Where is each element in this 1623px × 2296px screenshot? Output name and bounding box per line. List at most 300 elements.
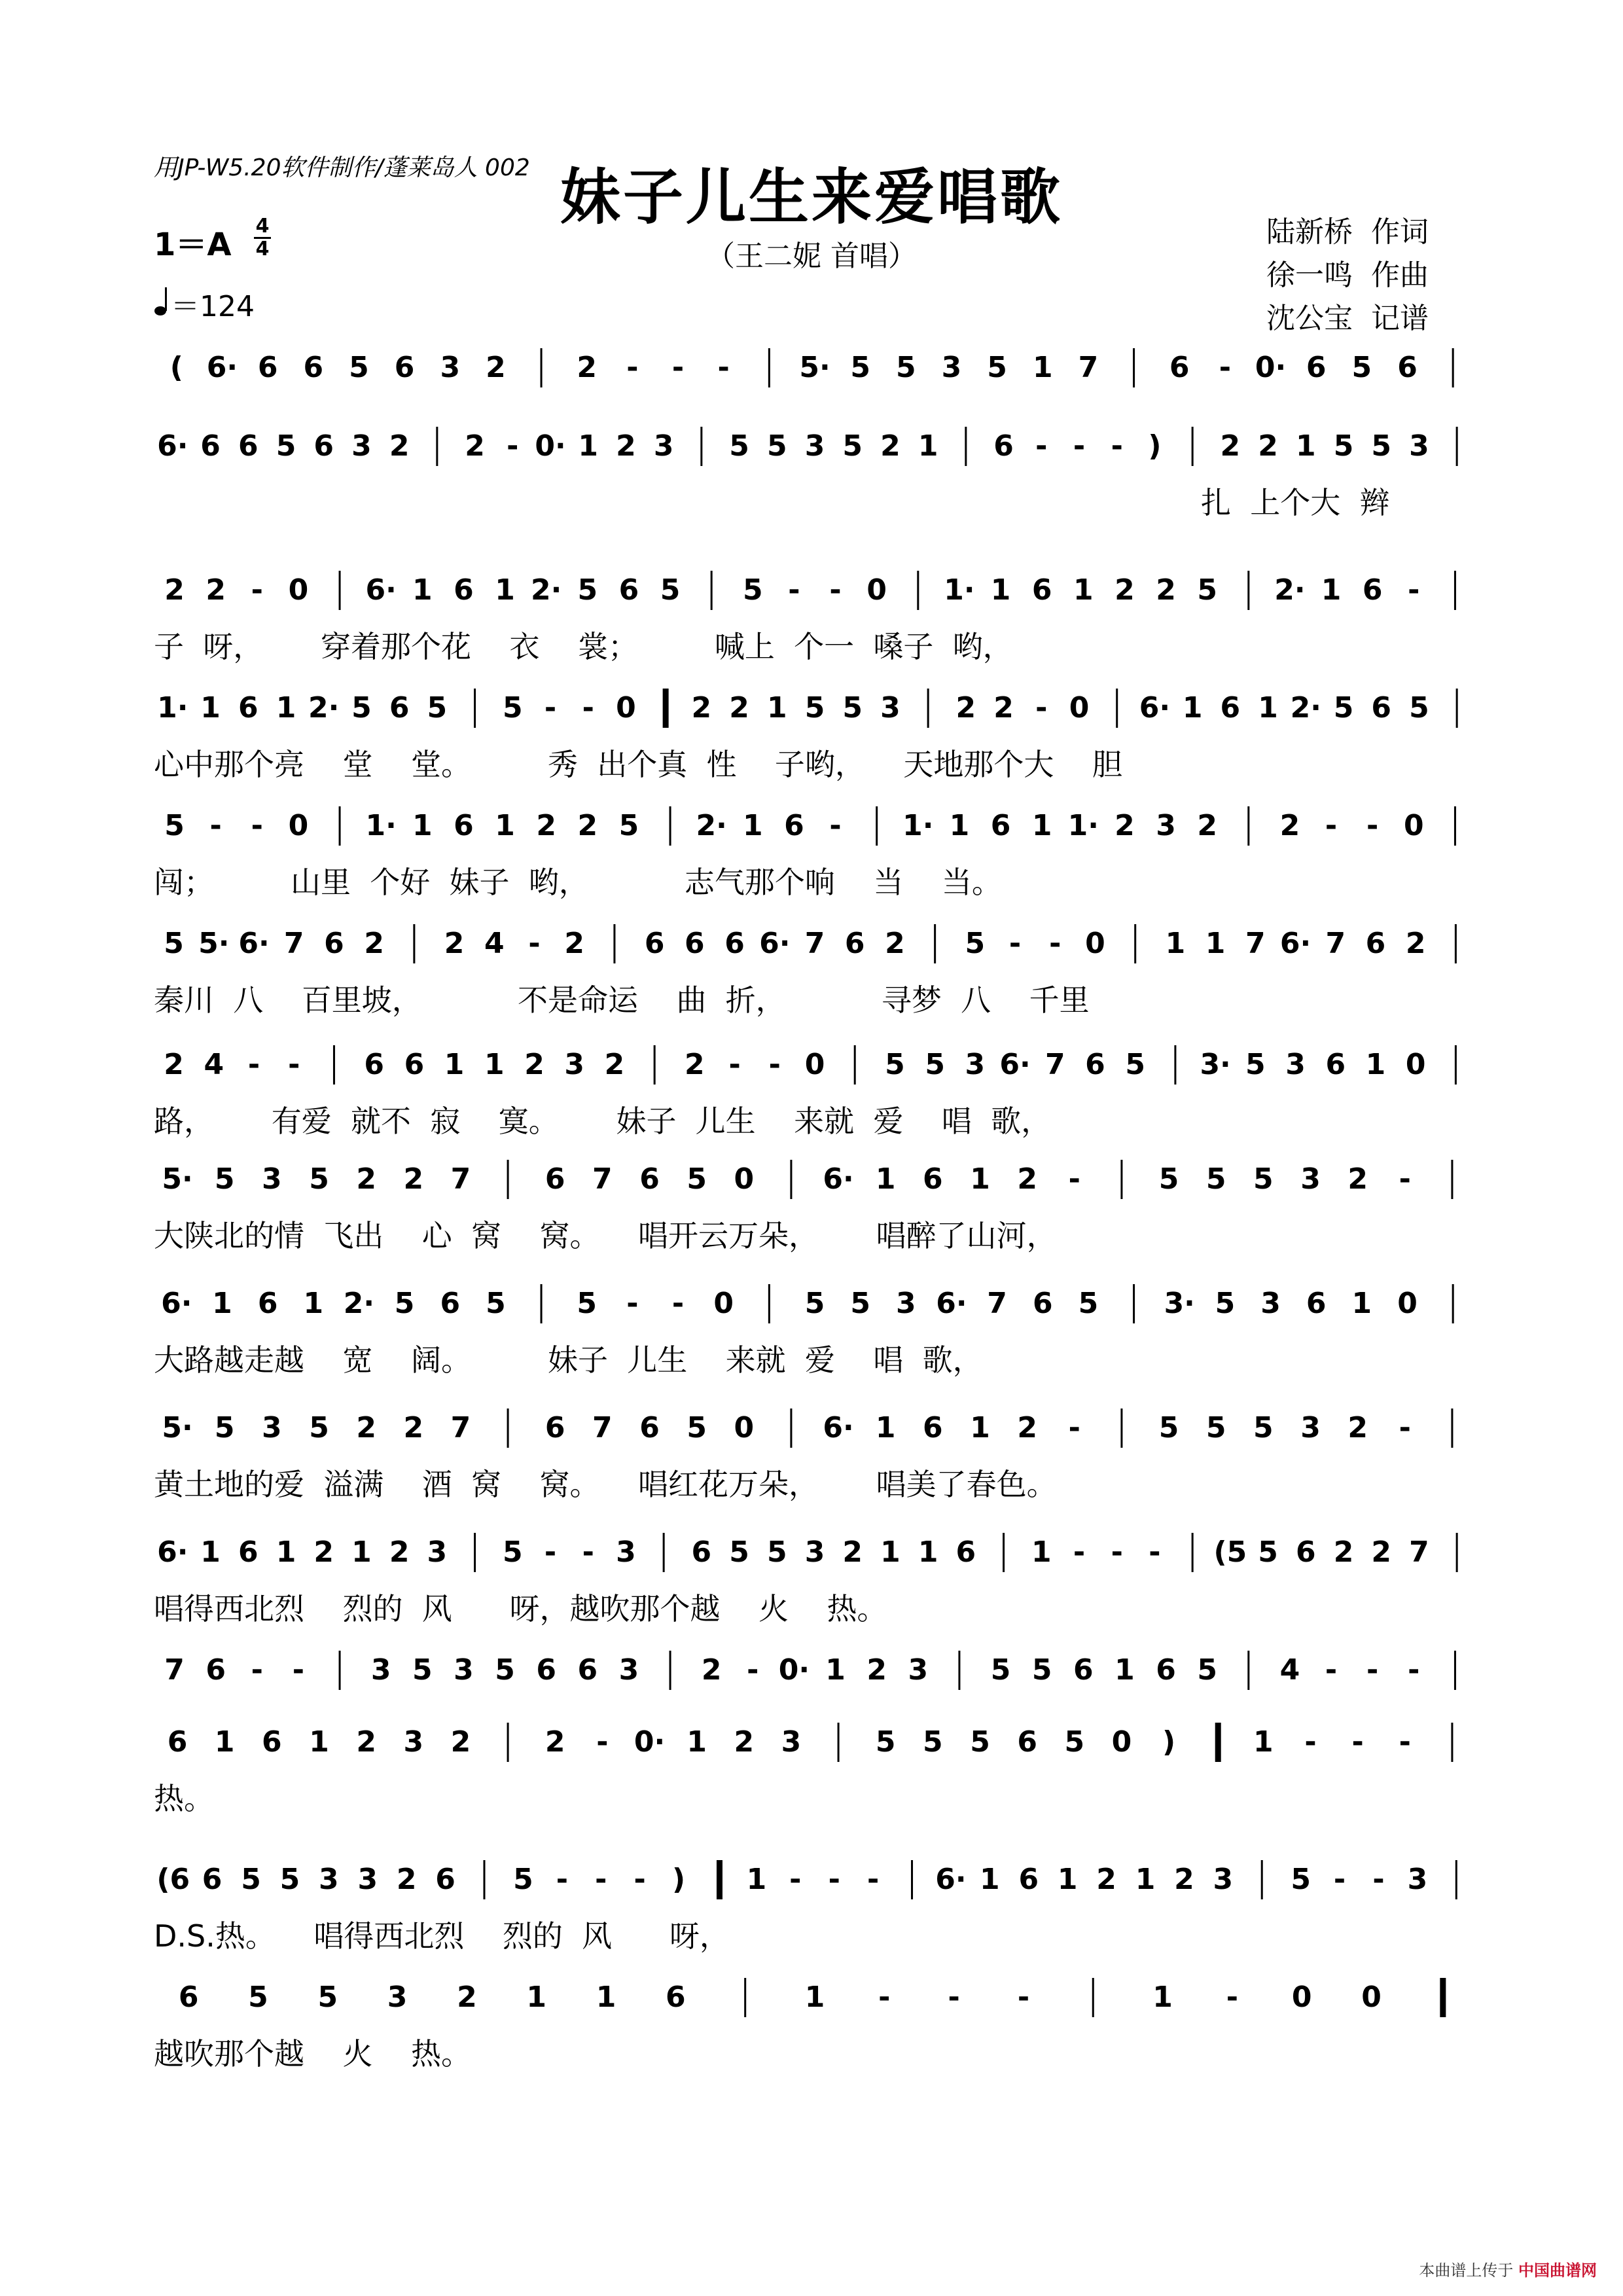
- lyric-line: 子 呀， 穿着那个花 衣 裳； 喊上 个一 嗓子 哟，: [154, 629, 1013, 664]
- note: 1: [990, 573, 1011, 607]
- barline: [507, 1160, 509, 1199]
- note: -: [1049, 927, 1061, 960]
- notation-row: [154, 419, 1476, 471]
- note: 2: [164, 573, 185, 607]
- note: 1: [918, 1535, 938, 1569]
- barline: [1116, 689, 1118, 728]
- note: 3: [357, 1863, 378, 1896]
- note: 5: [895, 351, 916, 384]
- note: 0: [866, 573, 887, 607]
- barline: [854, 1045, 856, 1085]
- note: -: [1073, 1535, 1086, 1569]
- note: -: [1035, 429, 1048, 463]
- note: -: [1408, 1653, 1420, 1687]
- note: -: [1366, 1653, 1379, 1687]
- note: ): [1148, 429, 1162, 463]
- note: 2·: [1290, 691, 1321, 725]
- note: 6: [618, 573, 639, 607]
- note: 3: [370, 1653, 391, 1687]
- note: 5: [164, 809, 185, 842]
- note: 5: [1064, 1725, 1085, 1759]
- note: 6·: [157, 1535, 188, 1569]
- notation-row: [154, 1401, 1476, 1453]
- note: 6: [1220, 691, 1241, 725]
- note: 3: [804, 1535, 825, 1569]
- score-line-7: [154, 1037, 1476, 1142]
- note: -: [717, 351, 730, 384]
- note: 1: [1152, 1981, 1173, 2014]
- note: 1: [1258, 691, 1278, 725]
- note: 0: [804, 1048, 825, 1081]
- note: 1: [276, 1535, 296, 1569]
- note: 2: [1347, 1162, 1368, 1196]
- note: 3: [781, 1725, 802, 1759]
- note: 3: [1213, 1863, 1234, 1896]
- note: 1: [970, 1162, 990, 1196]
- notation-row: [154, 1525, 1476, 1577]
- note: 4: [204, 1048, 224, 1081]
- note: 1: [1165, 927, 1186, 960]
- note: -: [1325, 809, 1338, 842]
- note: 5: [660, 573, 681, 607]
- note: 2: [364, 927, 384, 960]
- note: (5: [1213, 1535, 1247, 1569]
- note: 1: [1295, 429, 1316, 463]
- note: 3: [319, 1863, 339, 1896]
- barline: [1134, 924, 1136, 963]
- notation-row: [154, 340, 1476, 393]
- note: 1: [495, 573, 515, 607]
- barline: [339, 1651, 341, 1690]
- note: 5: [1291, 1863, 1311, 1896]
- note: 1: [214, 1725, 235, 1759]
- note: 3: [387, 1981, 408, 2014]
- notation-row: [154, 1643, 1476, 1695]
- note: 2: [1220, 429, 1241, 463]
- note: 6: [1362, 573, 1383, 607]
- note: 0: [1405, 1048, 1426, 1081]
- note: 5: [1215, 1287, 1236, 1320]
- note: 1: [1351, 1287, 1372, 1320]
- note: 6: [639, 1162, 660, 1196]
- score-line-10: [154, 1401, 1476, 1505]
- note: 5: [925, 1048, 945, 1081]
- note: 1: [495, 809, 515, 842]
- barline: [1454, 571, 1456, 610]
- note: -: [671, 351, 685, 384]
- note: -: [507, 429, 519, 463]
- note: 5: [1205, 1411, 1226, 1444]
- note: 6: [202, 1863, 223, 1896]
- note: 0: [1397, 1287, 1418, 1320]
- note: 5: [1253, 1162, 1274, 1196]
- note: 5: [987, 351, 1007, 384]
- note: 5: [309, 1162, 329, 1196]
- note: 6: [1018, 1863, 1039, 1896]
- tempo-marking: [154, 283, 255, 325]
- note: 6·: [161, 1287, 192, 1320]
- note: 2·: [531, 573, 562, 607]
- barline: [917, 571, 919, 610]
- note: 0: [1361, 1981, 1382, 2014]
- note: 1: [596, 1981, 616, 2014]
- note: -: [788, 573, 800, 607]
- barline: [507, 1723, 509, 1762]
- note: -: [544, 691, 557, 725]
- note: 5: [351, 691, 372, 725]
- note: 1·: [157, 691, 188, 725]
- note: 1: [875, 1162, 896, 1196]
- note: 5: [687, 1162, 707, 1196]
- note: 2: [457, 1981, 477, 2014]
- note: 3: [895, 1287, 916, 1320]
- note: 2: [1096, 1863, 1116, 1896]
- note: 5: [309, 1411, 329, 1444]
- note: 6·: [935, 1863, 967, 1896]
- note: -: [1017, 1981, 1030, 2014]
- note: 1: [1205, 927, 1226, 960]
- note: 6: [200, 429, 221, 463]
- note: 6·: [936, 1287, 967, 1320]
- note: -: [288, 1048, 300, 1081]
- note: 2: [842, 1535, 863, 1569]
- barline: [669, 1651, 671, 1690]
- note: 6: [440, 1287, 461, 1320]
- barline: [1451, 1160, 1453, 1199]
- note: 3·: [1164, 1287, 1195, 1320]
- lyric-line: 热。: [154, 1781, 214, 1816]
- note: -: [595, 1863, 607, 1896]
- note: 6: [394, 351, 415, 384]
- note: 6: [955, 1535, 976, 1569]
- note: 2: [465, 429, 485, 463]
- note: 3: [653, 429, 674, 463]
- score-line-8: [154, 1152, 1476, 1257]
- note: -: [528, 927, 541, 960]
- score-line-15: [154, 1970, 1476, 2075]
- barline: [1456, 1533, 1458, 1572]
- note: 7: [1325, 927, 1346, 960]
- note: 1·: [1067, 809, 1099, 842]
- notation-row: [154, 1037, 1476, 1090]
- note: 2: [880, 429, 901, 463]
- barline: [541, 1284, 543, 1323]
- note: 7: [592, 1411, 613, 1444]
- lyric-line: D.S.热。 唱得西北烈 烈的 风 呀，: [154, 1918, 730, 1954]
- note: 1: [804, 1981, 825, 2014]
- note: 3: [1260, 1287, 1281, 1320]
- composer-credit: 徐一鸣 作曲: [1266, 259, 1429, 292]
- note: 1·: [902, 809, 934, 842]
- note: 6: [1031, 573, 1052, 607]
- note: 1: [1135, 1863, 1156, 1896]
- barline: [1215, 1723, 1221, 1762]
- note: -: [626, 1287, 639, 1320]
- note: 5: [842, 429, 863, 463]
- note: 0: [288, 809, 309, 842]
- note: 3: [403, 1725, 424, 1759]
- note: 1: [1365, 1048, 1386, 1081]
- note: 6: [313, 429, 334, 463]
- note: -: [1399, 1725, 1411, 1759]
- score-line-2: [154, 419, 1476, 524]
- note: -: [768, 1048, 781, 1081]
- note: 1: [743, 809, 763, 842]
- barline: [1451, 1723, 1453, 1762]
- note: 6: [1371, 691, 1392, 725]
- note: -: [251, 809, 263, 842]
- note: 1: [276, 691, 296, 725]
- barline: [1247, 806, 1249, 846]
- barline: [333, 1045, 335, 1085]
- note: 7: [804, 927, 825, 960]
- note: 6·: [157, 429, 188, 463]
- barline: [613, 924, 615, 963]
- note: 6: [178, 1981, 199, 2014]
- lyric-line: 扎 上个大 辫: [1201, 485, 1390, 520]
- note: 0·: [633, 1725, 666, 1759]
- note: 5: [1351, 351, 1372, 384]
- score-line-13: [154, 1715, 1476, 1820]
- note: -: [948, 1981, 960, 2014]
- note: 6·: [759, 927, 791, 960]
- note: 3: [262, 1162, 282, 1196]
- note: 6·: [365, 573, 397, 607]
- note: 7: [1409, 1535, 1429, 1569]
- note: 6·: [823, 1162, 854, 1196]
- barline: [1133, 1284, 1135, 1323]
- note: -: [626, 351, 639, 384]
- note: 3·: [1200, 1048, 1231, 1081]
- note: 6: [844, 927, 865, 960]
- note: -: [671, 1287, 685, 1320]
- note: 3: [262, 1411, 282, 1444]
- note: 5: [1333, 429, 1354, 463]
- barline: [876, 806, 878, 846]
- note: 2·: [308, 691, 340, 725]
- note: 5: [349, 351, 369, 384]
- note: -: [209, 809, 222, 842]
- note: 2: [444, 927, 465, 960]
- note: 5: [1333, 691, 1354, 725]
- note: 0·: [778, 1653, 810, 1687]
- note: 6: [1073, 1653, 1094, 1687]
- note: 5: [990, 1653, 1011, 1687]
- note: 2: [1197, 809, 1217, 842]
- note: 1: [1321, 573, 1342, 607]
- note: 2: [1279, 809, 1300, 842]
- note: 6: [257, 351, 278, 384]
- quarter-note-icon: [154, 286, 171, 316]
- note: -: [582, 1535, 594, 1569]
- note: 1: [1115, 1653, 1135, 1687]
- note: 2: [450, 1725, 471, 1759]
- note: 6·: [823, 1411, 854, 1444]
- note: 1: [1253, 1725, 1274, 1759]
- note: 2·: [1274, 573, 1306, 607]
- note: 1: [351, 1535, 372, 1569]
- barline: [1454, 1651, 1456, 1690]
- note: 6: [454, 809, 474, 842]
- note: 1: [1031, 1535, 1052, 1569]
- note: 5: [729, 1535, 749, 1569]
- note: 3: [1285, 1048, 1306, 1081]
- note: 6: [1085, 1048, 1105, 1081]
- barline: [958, 1651, 960, 1690]
- score-line-9: [154, 1276, 1476, 1381]
- note: 3: [1407, 1863, 1428, 1896]
- note: 2: [164, 1048, 184, 1081]
- note: 6·: [206, 351, 238, 384]
- note: 6: [389, 691, 410, 725]
- note: -: [1226, 1981, 1239, 2014]
- note: 5: [412, 1653, 433, 1687]
- note: 5: [577, 1287, 597, 1320]
- note: 5: [885, 1048, 905, 1081]
- note: 5: [1031, 1653, 1052, 1687]
- note: 5: [513, 1863, 533, 1896]
- note: 1: [687, 1725, 707, 1759]
- barline: [1451, 1408, 1453, 1448]
- note: 2: [993, 691, 1014, 725]
- note: 2: [356, 1162, 376, 1196]
- barline: [768, 1284, 770, 1323]
- note: 1: [1031, 809, 1052, 842]
- note: 6: [691, 1535, 712, 1569]
- note: 5: [1158, 1411, 1179, 1444]
- note: 2: [1258, 429, 1278, 463]
- note: 2: [486, 351, 506, 384]
- note: 6·: [999, 1048, 1031, 1081]
- note: 5: [965, 927, 986, 960]
- note: 7: [1044, 1048, 1065, 1081]
- barline: [474, 1533, 476, 1572]
- note: 6: [1169, 351, 1190, 384]
- note: 5: [1371, 429, 1392, 463]
- note: -: [556, 1863, 568, 1896]
- note: 5: [317, 1981, 338, 2014]
- barline: [1456, 689, 1458, 728]
- note: 6: [644, 927, 665, 960]
- barline: [911, 1860, 913, 1899]
- barline: [1261, 1860, 1263, 1899]
- note: 6: [1306, 1287, 1327, 1320]
- note: 5: [427, 691, 448, 725]
- note: 7: [1078, 351, 1099, 384]
- note: 2: [685, 1048, 705, 1081]
- note: 2: [955, 691, 976, 725]
- note: 3: [965, 1048, 986, 1081]
- note: -: [1325, 1653, 1338, 1687]
- note: -: [1333, 1863, 1346, 1896]
- note: 6: [993, 429, 1014, 463]
- note: 6·: [1279, 927, 1311, 960]
- note: -: [1399, 1411, 1411, 1444]
- note: -: [633, 1863, 646, 1896]
- note: -: [1111, 429, 1123, 463]
- note: 1: [949, 809, 970, 842]
- note: 0: [616, 691, 636, 725]
- note: 5: [923, 1725, 943, 1759]
- lyric-line: 路， 有爱 就不 寂 寞。 妹子 儿生 来就 爱 唱 歌，: [154, 1103, 1052, 1139]
- note: 0: [288, 573, 309, 607]
- note: -: [1399, 1162, 1411, 1196]
- score-line-11: [154, 1525, 1476, 1630]
- note: 2: [1405, 927, 1426, 960]
- note: 6: [536, 1653, 556, 1687]
- note: 6: [364, 1048, 384, 1081]
- note: 1: [309, 1725, 329, 1759]
- note: 2: [564, 927, 585, 960]
- note: 5: [729, 429, 749, 463]
- note: 5: [687, 1411, 707, 1444]
- note: 6: [1032, 1287, 1053, 1320]
- note: 5: [276, 429, 296, 463]
- note: 5: [502, 691, 523, 725]
- note: 3: [564, 1048, 585, 1081]
- note: 5·: [162, 1411, 193, 1444]
- note: 5: [1409, 691, 1429, 725]
- note: -: [1073, 429, 1086, 463]
- note: -: [1366, 809, 1379, 842]
- lyric-line: 黄土地的爱 溢满 酒 窝 窝。 唱红花万朵， 唱美了春色。: [154, 1467, 1057, 1502]
- note: 6: [784, 809, 804, 842]
- note: 3: [1300, 1411, 1321, 1444]
- barline: [436, 427, 438, 466]
- note: 6: [724, 927, 745, 960]
- note: -: [582, 691, 594, 725]
- note: 2: [524, 1048, 544, 1081]
- note: 1·: [365, 809, 397, 842]
- barline: [790, 1160, 792, 1199]
- notation-row: [154, 798, 1476, 851]
- note: -: [251, 573, 263, 607]
- note: 2: [544, 1725, 565, 1759]
- note: 5: [1158, 1162, 1179, 1196]
- note: 7: [592, 1162, 613, 1196]
- note: 2: [205, 573, 226, 607]
- key-signature: 1＝A: [154, 226, 232, 263]
- note: 1: [1073, 573, 1094, 607]
- note: 2: [1371, 1535, 1392, 1569]
- note: 1: [303, 1287, 324, 1320]
- note: 1: [412, 809, 433, 842]
- note: 5: [279, 1863, 300, 1896]
- note: 1: [825, 1653, 846, 1687]
- note: 0·: [535, 429, 566, 463]
- note: 5: [502, 1535, 523, 1569]
- note: 5: [248, 1981, 268, 2014]
- note: 3: [804, 429, 825, 463]
- note: 0: [1085, 927, 1105, 960]
- note: 6: [923, 1162, 943, 1196]
- note: 5: [1205, 1162, 1226, 1196]
- note: 2: [729, 691, 749, 725]
- footer-site: 中国曲谱网: [1518, 2261, 1597, 2280]
- note: 5: [394, 1287, 415, 1320]
- note: 3: [941, 351, 962, 384]
- note: 2: [1017, 1162, 1037, 1196]
- lyric-line: 心中那个亮 堂 堂。 秀 出个真 性 子哟， 天地那个大 胆: [154, 747, 1122, 782]
- note: 6·: [1139, 691, 1171, 725]
- note: 6: [435, 1863, 455, 1896]
- note: 0: [713, 1287, 734, 1320]
- note: 2: [536, 809, 556, 842]
- software-watermark: 用JP-W5.20软件制作/蓬莱岛人 002: [154, 154, 530, 181]
- note: 5: [766, 1535, 787, 1569]
- note: 3: [618, 1653, 639, 1687]
- note: 5: [577, 573, 598, 607]
